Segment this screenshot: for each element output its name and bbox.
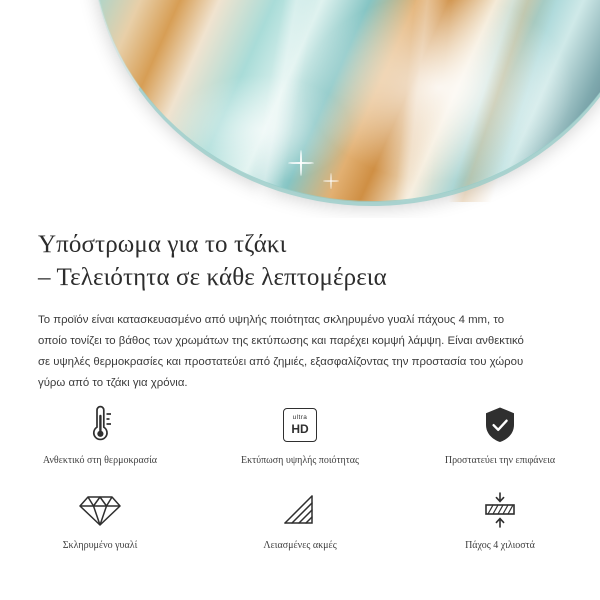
feature-label: Προστατεύει την επιφάνεια: [444, 455, 556, 466]
feature-item-temperature: [0, 402, 200, 467]
body-paragraph: Το προϊόν είναι κατασκευασμένο από υψηλής ποιότητας σκληρυμένο γυαλί πάχους 4 mm, το οποίο τονίζει το βάθος των χρωμάτων της εκτύπωσης και παρέχει κομψή λάμψη. Είναι ανθεκτικό σε υψηλές θερμοκρασίες και προστατεύει από ζημιές, εξασφαλίζοντας την προστασία του χώρου γύρω από το τζάκι για χρόνια.: [38, 314, 524, 389]
feature-label: Πάχος 4 χιλιοστά: [465, 540, 535, 551]
feature-grid: [0, 402, 600, 552]
ultra-hd-icon: [283, 402, 317, 448]
feature-label: Λειασμένες ακμές: [263, 540, 337, 551]
diamond-icon: [79, 487, 121, 533]
content-block: [0, 228, 600, 394]
feature-label: Σκληρυμένο γυαλί: [62, 540, 138, 551]
headline-line-1: Υπόστρωμα για το τζάκι: [38, 231, 287, 258]
ultra-hd-badge-bottom: HD: [291, 421, 309, 436]
polished-edges-icon: [281, 487, 319, 533]
ultra-hd-badge-top: ultra: [292, 414, 308, 422]
page-title: [0, 228, 600, 294]
feature-item-tempered-glass: [0, 487, 200, 552]
feature-item-surface-protection: [400, 402, 600, 467]
hero-image: [0, 0, 600, 218]
feature-label: Εκτύπωση υψηλής ποιότητας: [241, 455, 359, 466]
feature-item-polished-edges: [200, 487, 400, 552]
shield-check-icon: [482, 402, 518, 448]
thickness-arrows-icon: [480, 487, 520, 533]
headline-line-2: – Τελειότητα σε κάθε λεπτομέρεια: [38, 264, 387, 291]
feature-item-thickness: [400, 487, 600, 552]
glass-plate-graphic: [92, 0, 600, 202]
feature-label: Ανθεκτικό στη θερμοκρασία: [42, 455, 158, 466]
feature-item-print-quality: [200, 402, 400, 467]
marble-streaks: [92, 0, 600, 202]
thermometer-icon: [83, 402, 117, 448]
